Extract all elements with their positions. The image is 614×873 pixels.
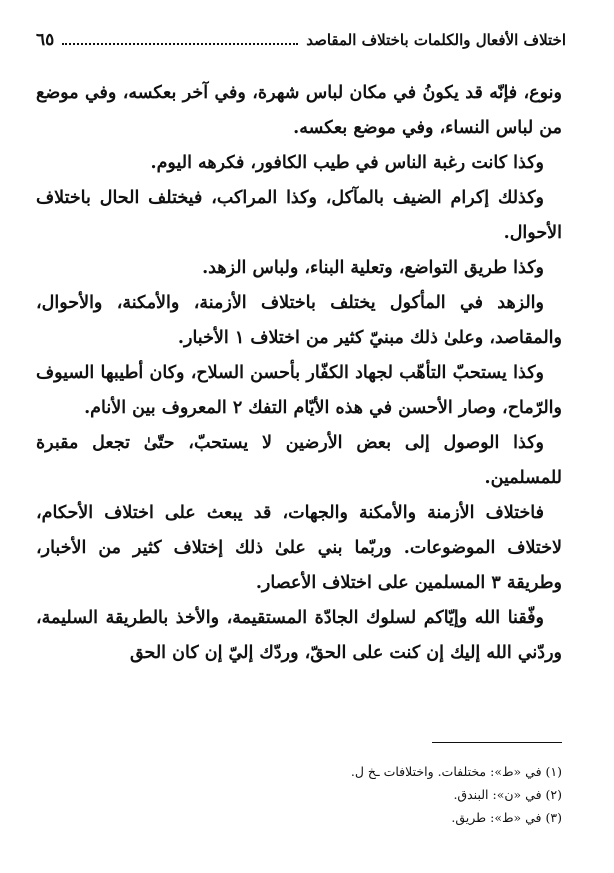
leader-dots — [62, 33, 298, 45]
footnote: (٢) في «ن»: البندق. — [453, 787, 562, 802]
paragraph: وكذا طريق التواضع، وتعلية البناء، ولباس الزهد. — [202, 258, 544, 278]
paragraph: وكذا كانت رغبة الناس في طيب الكافور، فكرهه اليوم. — [150, 153, 544, 173]
footnotes — [36, 760, 562, 829]
footnote: (١) في «ط»: مختلفات. واختلافات ـخ ل. — [350, 764, 562, 779]
paragraph: وكذا يستحبّ التأهّب لجهاد الكفّار بأحسن السلاح، وكان أطيبها السيوف والرّماح، وصار الأحسن في هذه الأيّام التفك ٢ المعروف بين الأنام. — [36, 363, 562, 418]
footnote: (٣) في «ط»: طريق. — [451, 810, 562, 825]
paragraph: ونوع، فإنّه قد يكونُ في مكان لباس شهرة، وفي آخر بعكسه، وفي موضع من لباس النساء، وفي موضع بعكسه. — [36, 83, 562, 138]
running-header — [36, 30, 566, 50]
running-title: اختلاف الأفعال والكلمات باختلاف المقاصد — [306, 31, 566, 49]
paragraph: وكذلك إكرام الضيف بالمآكل، وكذا المراكب، فيختلف الحال باختلاف الأحوال. — [36, 188, 562, 243]
paragraph: وكذا الوصول إلى بعض الأرضين لا يستحبّ، حتّىٰ تجعل مقبرة للمسلمين. — [36, 433, 562, 488]
page-number: ٦٥ — [36, 30, 55, 50]
paragraph: وفّقنا الله وإيّاكم لسلوك الجادّة المستقيمة، والأخذ بالطريقة السليمة، وردّني الله إليك إن كنت على الحقّ، وردّك إليّ إن كان الحق — [36, 608, 562, 663]
paragraph: والزهد في المأكول يختلف باختلاف الأزمنة، والأمكنة، والأحوال، والمقاصد، وعلىٰ ذلك مبنيّ كثير من اختلاف ١ الأخبار. — [36, 293, 562, 348]
paragraph: فاختلاف الأزمنة والأمكنة والجهات، قد يبعث على اختلاف الأحكام، لاختلاف الموضوعات. وربّما بني علىٰ ذلك إختلاف كثير من الأخبار، وطريقة ٣ المسلمين على اختلاف الأعصار. — [36, 503, 562, 593]
body-text — [36, 76, 562, 671]
footnote-separator — [432, 742, 562, 743]
